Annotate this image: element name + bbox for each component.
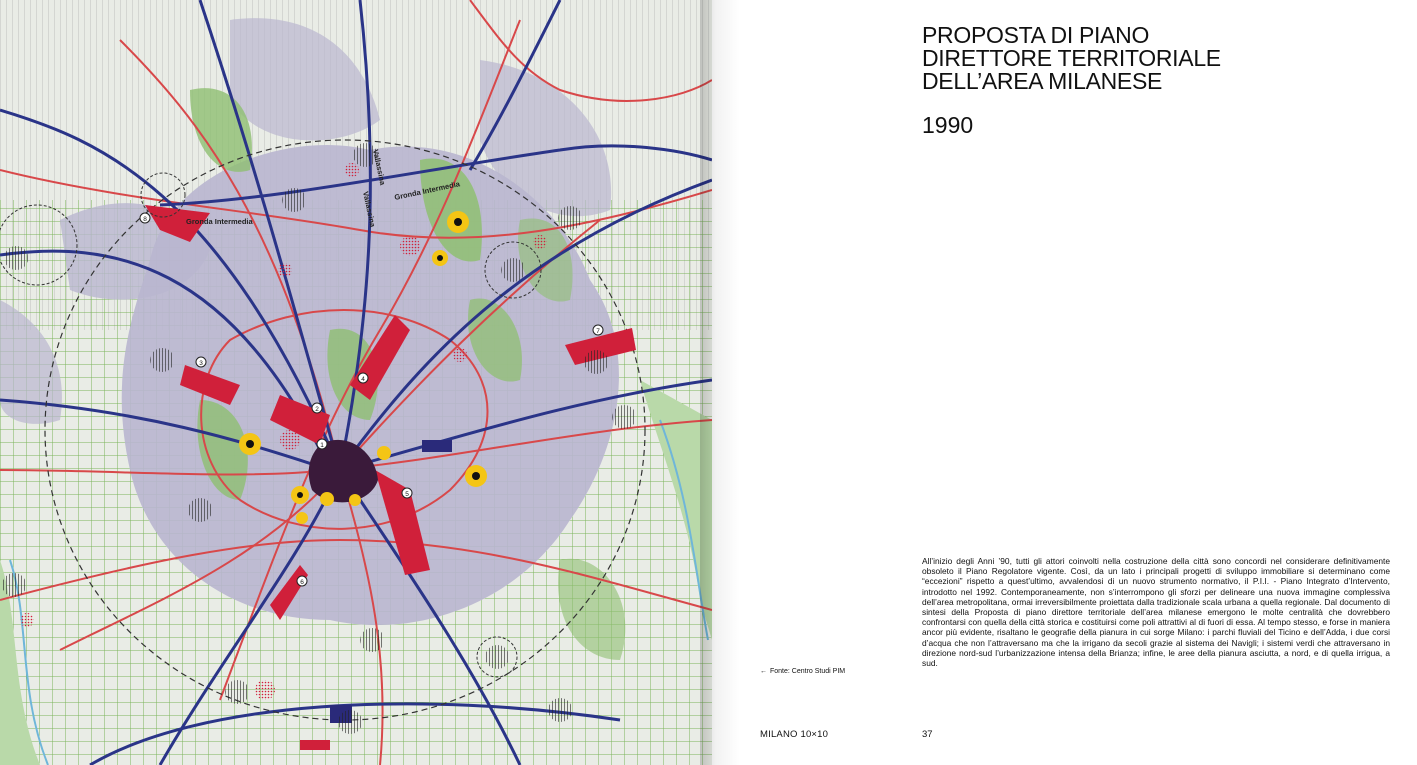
marker-7 xyxy=(593,325,603,335)
footer-running-title: MILANO 10×10 xyxy=(760,729,829,740)
page-title-line: PROPOSTA DI PIANO xyxy=(922,22,1150,48)
marker-1 xyxy=(317,439,327,449)
marker-4 xyxy=(358,373,368,383)
svg-text:5: 5 xyxy=(405,491,409,498)
svg-text:4: 4 xyxy=(361,376,365,383)
page-title-line: DELL’AREA MILANESE xyxy=(922,68,1163,94)
map-label-gronda-west: Gronda Intermedia xyxy=(186,217,253,226)
page-year: 1990 xyxy=(922,112,974,138)
marker-8 xyxy=(140,213,150,223)
source-text: Fonte: Centro Studi PIM xyxy=(770,668,846,675)
page-number: 37 xyxy=(922,729,933,740)
marker-6 xyxy=(297,576,307,586)
marker-5 xyxy=(402,488,412,498)
page-title-line: DIRETTORE TERRITORIALE xyxy=(922,45,1221,71)
marker-3 xyxy=(196,357,206,367)
marker-2 xyxy=(312,403,322,413)
map-label-vallassina-north: Vallassina xyxy=(371,148,388,186)
arrow-left-icon: ← xyxy=(760,668,767,675)
svg-text:1: 1 xyxy=(320,442,324,449)
svg-text:7: 7 xyxy=(596,328,600,335)
source-caption xyxy=(760,667,845,676)
svg-text:3: 3 xyxy=(199,360,203,367)
numbered-markers xyxy=(140,213,603,586)
map-label-vallassina-south: Vallassina xyxy=(361,190,378,228)
right-page xyxy=(712,0,1417,765)
map-label-gronda-east: Gronda Intermedia xyxy=(393,179,461,202)
svg-text:8: 8 xyxy=(143,216,147,223)
body-paragraph: All’inizio degli Anni ’90, tutti gli attori coinvolti nella costruzione della città sono concordi nel considerare definitivamente obsoleto il Piano Regolatore vigente. Così, da un lato i principali progetti di sviluppo immobiliare si determinano come “eccezioni” rispetto a quest’ultimo, avvalendosi di un nuovo strumento normativo, il P.I.I. - Piano Integrato d’Intervento, introdotto nel 1992. Contemporaneamente, non s’interrompono gli sforzi per delineare una nuova immagine complessiva dell’area metropolitana, ormai irreversibilmente proiettata dalla tradizionale scala urbana a quella regionale. Dal documento di sintesi della Proposta di piano direttore territoriale dell’area milanese emergono le molte centralità che dovrebbero confrontarsi con quella della città storica e costituirsi come poli attrattivi al di fuori di essa. Al tempo stesso, e forse in maniera ancor più evidente, risaltano le geografie della pianura in cui sorge Milano: i parchi fluviali del Ticino e dell’Adda, i due corsi d’acqua che non l’attraversano ma che la irrigano da secoli grazie al sistema dei Navigli; i sistemi verdi che attraversano in direzione nord-sud l’urbanizzazione intensa della Brianza; infine, le aree della pianura asciutta, a nord, e di quella irrigua, a sud. xyxy=(922,556,1390,669)
page-title xyxy=(922,24,1221,93)
svg-text:2: 2 xyxy=(315,406,319,413)
svg-text:6: 6 xyxy=(300,579,304,586)
